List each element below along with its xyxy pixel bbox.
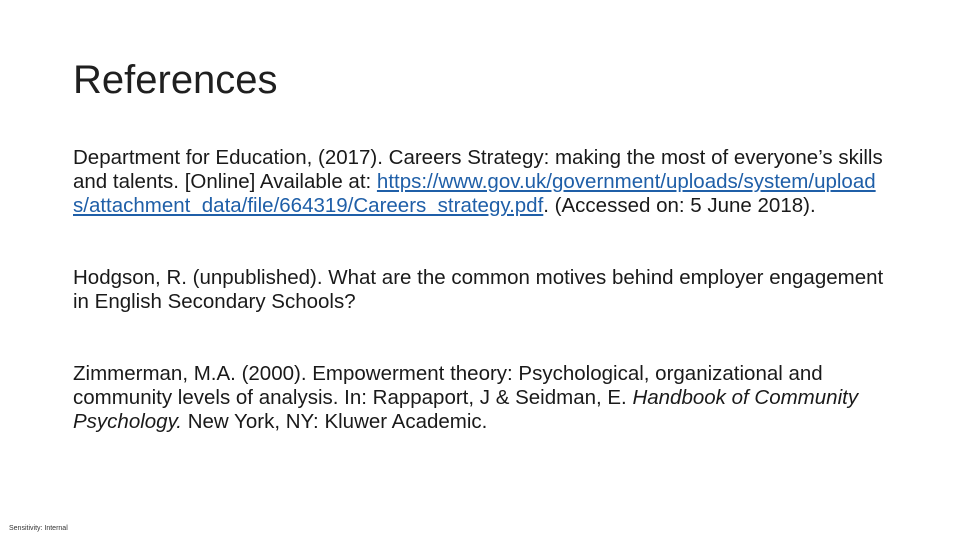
references-list [73, 146, 888, 434]
careers-strategy-link[interactable]: https://www.gov.uk/government/uploads/system/uploads/attachment_data/file/664319/Careers_strategy.pdf [73, 170, 876, 217]
reference-text: Department for Education, (2017). Careers Strategy: making the most of everyone’s skills and talents. [Online] Available at: [73, 146, 883, 193]
reference-zimmerman [73, 362, 888, 434]
reference-department-for-education [73, 146, 888, 218]
sensitivity-label: Sensitivity: Internal [9, 525, 68, 532]
reference-hodgson: Hodgson, R. (unpublished). What are the common motives behind employer engagement in English Secondary Schools? [73, 266, 884, 313]
reference-text-accessed: . (Accessed on: 5 June 2018). [543, 194, 816, 217]
slide-title: References [73, 58, 278, 102]
reference-publisher: New York, NY: Kluwer Academic. [182, 410, 488, 433]
book-title: Handbook of Community Psychology. [73, 386, 859, 433]
reference-text: Zimmerman, M.A. (2000). Empowerment theory: Psychological, organizational and community levels of analysis. In: Rappaport, J & Seidman, E. [73, 362, 823, 409]
